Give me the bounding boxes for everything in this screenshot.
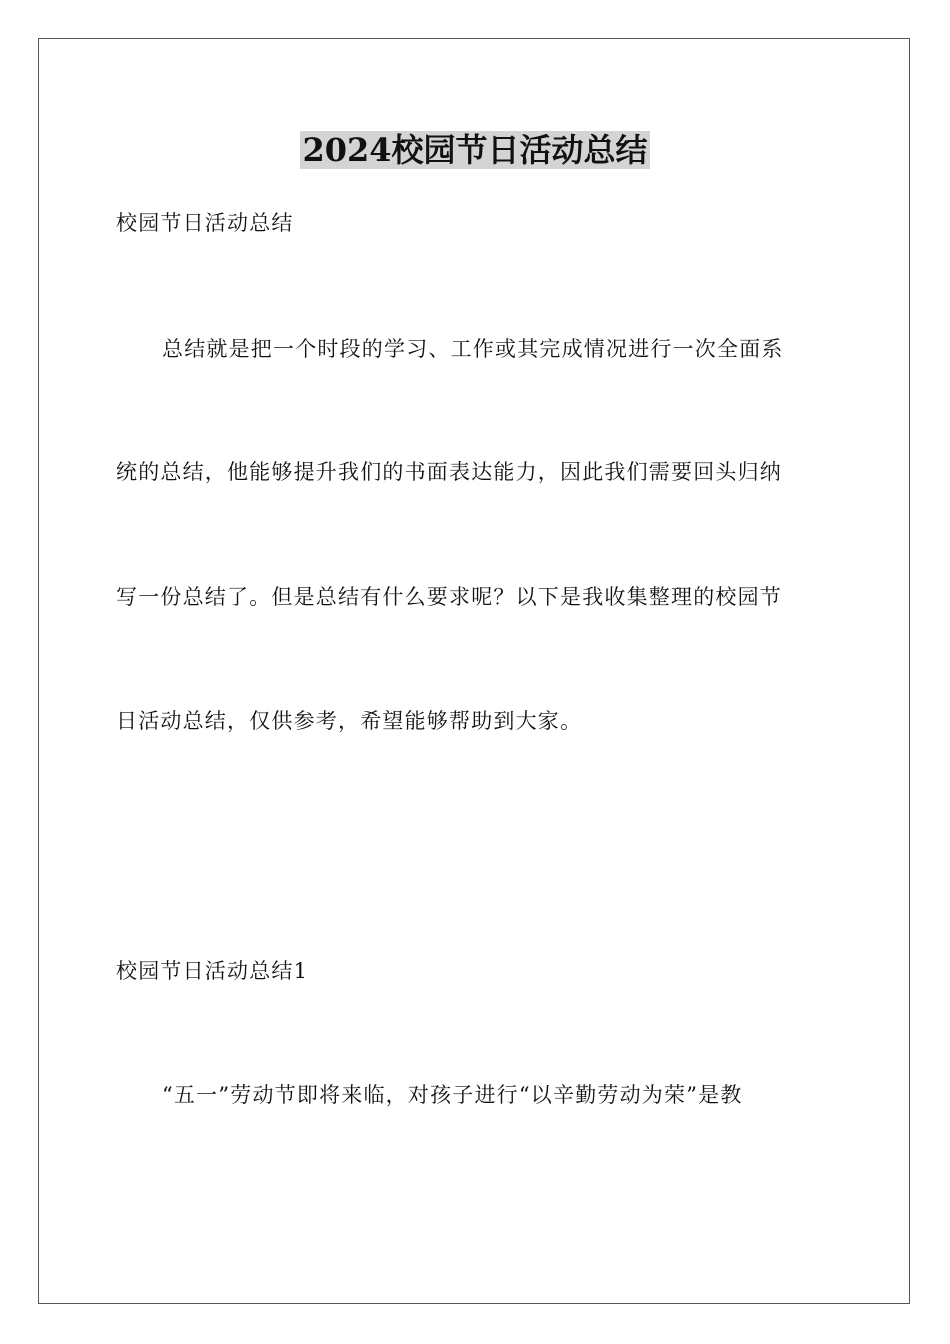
intro-paragraph-line: 日活动总结，仅供参考，希望能够帮助到大家。: [116, 709, 583, 733]
section-heading: 校园节日活动总结1: [116, 959, 309, 983]
document-title-text: 2024校园节日活动总结: [302, 131, 648, 169]
intro-paragraph-line: 总结就是把一个时段的学习、工作或其完成情况进行一次全面系: [162, 337, 784, 361]
intro-paragraph-line: 统的总结，他能够提升我们的书面表达能力，因此我们需要回头归纳: [116, 460, 782, 484]
document-title: [0, 128, 950, 172]
document-subtitle: 校园节日活动总结: [116, 211, 294, 235]
section-paragraph-line: “五一”劳动节即将来临，对孩子进行“以辛勤劳动为荣”是教: [162, 1083, 743, 1107]
intro-paragraph-line: 写一份总结了。但是总结有什么要求呢？以下是我收集整理的校园节: [116, 585, 782, 609]
